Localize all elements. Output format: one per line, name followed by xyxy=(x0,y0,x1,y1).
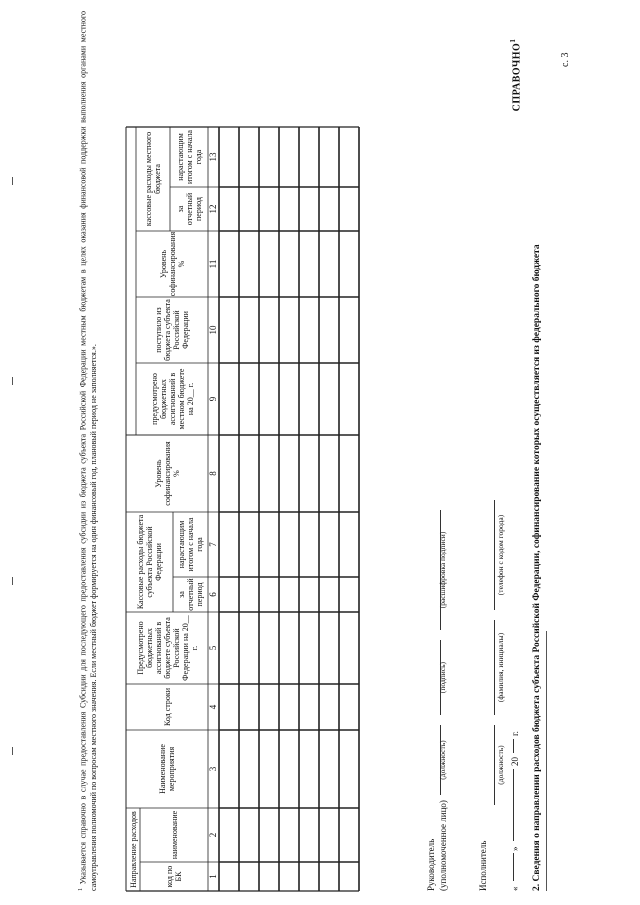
date-close: » xyxy=(510,846,520,851)
date-month-line xyxy=(513,769,514,841)
exec-phone-line xyxy=(494,500,495,610)
column-number: 1 xyxy=(208,874,218,879)
exec-position-caption: (должность) xyxy=(496,745,505,785)
header-za-period2: за отчетный период xyxy=(175,192,203,226)
column-number: 9 xyxy=(208,396,218,402)
section-title: 2. Сведения о направлении расходов бюджета субъекта Российской Федерации, софинансирование которых осуществляется из федерального бюджета xyxy=(532,244,542,891)
footnote-separator xyxy=(546,631,547,891)
page-number: с. 3 xyxy=(560,52,571,67)
exec-label: Исполнитель xyxy=(478,840,488,891)
head-signature-caption: (подпись) xyxy=(438,661,447,694)
column-number: 10 xyxy=(208,325,218,335)
column-number: 5 xyxy=(208,645,218,651)
header-narast: нарастающим итогом с начала года xyxy=(177,517,204,572)
scan-mark xyxy=(12,747,13,755)
header-direction: Направление расходов xyxy=(128,811,138,888)
header-za-period: за отчетный период xyxy=(177,578,204,611)
date-year: 20 xyxy=(510,757,520,766)
column-number: 6 xyxy=(208,592,218,597)
header-predusmotreno-subject: Предусмотрено бюджетных ассигнований в бюджете субъекта Российской Федерации на 20__ г. xyxy=(135,615,199,681)
head-position-caption: (должность) xyxy=(438,740,447,780)
exec-name-line xyxy=(494,620,495,715)
column-number: 3 xyxy=(208,766,218,772)
exec-phone-caption: (телефон с кодом города) xyxy=(496,514,505,596)
header-uroven2: Уровень софинансирования % xyxy=(158,231,186,297)
exec-position-line xyxy=(494,725,495,805)
header-meropriyatie: Наименование мероприятия xyxy=(158,744,176,794)
column-number: 13 xyxy=(208,152,218,162)
header-predusmotreno-local: предусмотрено бюджетных ассигнований в местном бюджете на 20__ г. xyxy=(149,368,195,430)
head-decode-caption: (расшифровка подписи) xyxy=(438,531,447,609)
exec-name-caption: (фамилия, инициалы) xyxy=(496,632,505,703)
footnote: $^1$ Указывается справочно в случае предоставления Субсидии для последующего предоставления субсидии из бюджета субъекта Российской Федерации местным бюджетам в целях оказания финансовой поддержки выполнения органами местного самоуправления полномочий по вопросам местного значения. Если местный бюджет формируется на один финансовый год, плановый период не заполняется.». xyxy=(78,11,98,891)
header-kod-bk: код по БК xyxy=(165,865,183,888)
column-number: 2 xyxy=(208,832,218,838)
header-naimenovanie: наименование xyxy=(169,810,179,860)
head-sub: (уполномоченное лицо) xyxy=(438,800,448,891)
date-day-line xyxy=(513,853,514,881)
scan-mark xyxy=(12,177,13,185)
scan-mark xyxy=(12,577,13,585)
scan-mark xyxy=(12,377,13,385)
header-uroven: Уровень софинансирования % xyxy=(153,441,181,506)
reference-label: СПРАВОЧНО$^1$ xyxy=(509,38,523,112)
header-narast2: нарастающим итогом с начала года xyxy=(175,130,203,184)
header-kassa-local: кассовые расходы местного бюджета xyxy=(144,131,162,227)
date-suffix: г. xyxy=(510,731,520,736)
column-number: 4 xyxy=(208,704,218,710)
header-kassa-subject: Кассовые расходы бюджета субъекта Российской Федерации xyxy=(136,514,163,610)
head-label: Руководитель xyxy=(426,838,436,891)
column-number: 12 xyxy=(208,204,218,214)
header-kod-stroki: Код строки xyxy=(162,687,172,727)
date-open: « xyxy=(510,886,520,891)
date-year-line xyxy=(513,739,514,753)
header-postupilo: поступило из бюджета субъекта Российской Федерации xyxy=(154,299,190,361)
column-number: 7 xyxy=(208,542,218,547)
column-number: 8 xyxy=(208,471,218,476)
column-number: 11 xyxy=(208,259,218,269)
